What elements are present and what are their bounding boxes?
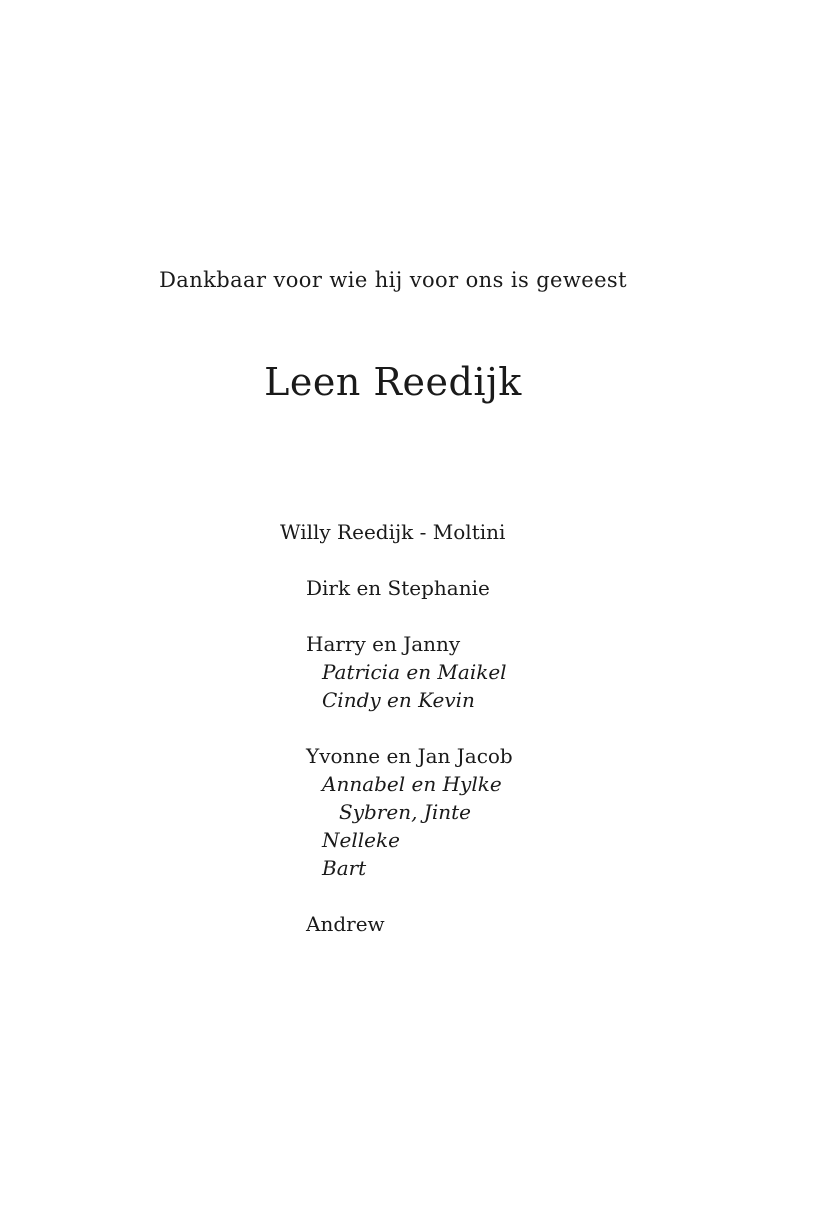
family-line: Annabel en Hylke [322, 772, 502, 796]
family-line: Yvonne en Jan Jacob [306, 744, 513, 768]
family-line: Patricia en Maikel [322, 660, 507, 684]
family-line: Nelleke [322, 828, 400, 852]
family-line: Cindy en Kevin [322, 688, 475, 712]
family-line: Willy Reedijk - Moltini [280, 520, 506, 544]
family-line: Dirk en Stephanie [306, 576, 490, 600]
family-line: Andrew [306, 912, 385, 936]
deceased-name: Leen Reedijk [264, 360, 522, 404]
family-line: Sybren, Jinte [339, 800, 471, 824]
family-list [280, 518, 513, 938]
family-line: Harry en Janny [306, 632, 461, 656]
dedication-text: Dankbaar voor wie hij voor ons is geweest [159, 268, 627, 292]
family-line: Bart [322, 856, 367, 880]
